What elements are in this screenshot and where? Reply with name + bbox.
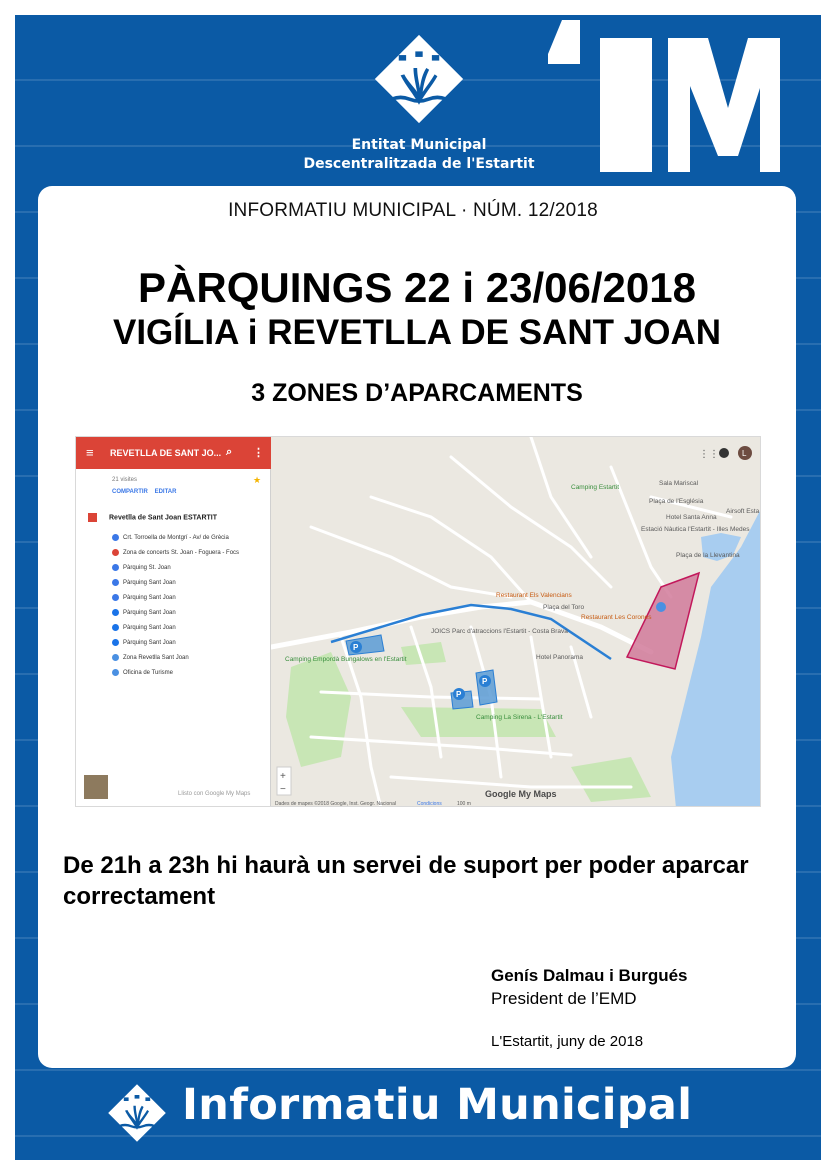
footer-title: Informatiu Municipal	[182, 1080, 693, 1130]
share-link: COMPARTIR	[112, 489, 148, 495]
svg-text:Sala Mariscal: Sala Mariscal	[659, 480, 699, 487]
info-icon	[656, 602, 666, 612]
brand-mark-1m	[540, 16, 790, 176]
layer-item	[112, 651, 239, 666]
layer-item	[112, 606, 239, 621]
star-icon: ★	[253, 475, 262, 485]
zoom-controls	[277, 767, 291, 795]
edit-link: EDITAR	[154, 489, 177, 495]
svg-text:P: P	[353, 643, 359, 652]
svg-text:Estació Nàutica l'Estartit - I: Estació Nàutica l'Estartit - Illes Medes	[641, 526, 750, 533]
layer-item	[112, 561, 239, 576]
layer-items	[112, 531, 239, 681]
svg-text:Restaurant Les Corones: Restaurant Les Corones	[581, 614, 652, 621]
svg-text:Restaurant Els Valencians: Restaurant Els Valencians	[496, 592, 572, 599]
svg-text:Hotel Panorama: Hotel Panorama	[536, 654, 583, 661]
place-marker-icon	[112, 624, 119, 631]
layer-item-label: Oficina de Turisme	[123, 670, 174, 676]
svg-text:Plaça de la Llevantina: Plaça de la Llevantina	[676, 552, 740, 559]
place-marker-icon	[112, 654, 119, 661]
layer-item-label: Zona Revetlla Sant Joan	[123, 655, 189, 661]
place-marker-icon	[112, 564, 119, 571]
svg-text:100 m: 100 m	[457, 801, 471, 807]
panel-header	[76, 437, 271, 469]
google-logo: Google My Maps	[485, 789, 557, 799]
layer-name: Revetlla de Sant Joan ESTARTIT	[109, 514, 218, 522]
account-icon	[719, 448, 729, 458]
panel-actions	[112, 489, 176, 495]
svg-text:Dades de mapes ©2018 Google, I: Dades de mapes ©2018 Google, Inst. Geogr. Nacional	[275, 801, 396, 807]
svg-text:Condicions: Condicions	[417, 801, 442, 807]
svg-text:Plaça del Toro: Plaça del Toro	[543, 604, 585, 611]
svg-text:Camping Estartit: Camping Estartit	[571, 484, 620, 491]
svg-text:P: P	[482, 677, 488, 686]
svg-text:Hotel Santa Anna: Hotel Santa Anna	[666, 514, 717, 521]
support-notice: De 21h a 23h hi haurà un servei de suport per poder aparcar correctament	[63, 852, 749, 910]
layer-item	[112, 546, 239, 561]
avatar: L	[742, 449, 747, 458]
layer-item	[112, 636, 239, 651]
page-subtitle: VIGÍLIA i REVETLLA DE SANT JOAN	[112, 313, 721, 352]
apps-icon: ⋮⋮	[699, 449, 719, 460]
signature-role: President de l’EMD	[491, 989, 637, 1008]
panel-views: 21 visites	[112, 477, 138, 483]
zoom-out-button: −	[280, 784, 286, 795]
signature-name: Genís Dalmau i Burgués	[491, 966, 688, 985]
layer-item-label: Pàrquing Sant Joan	[123, 595, 176, 601]
svg-text:Camping La Sirena - L'Estartit: Camping La Sirena - L'Estartit	[476, 714, 563, 721]
layer-item	[112, 531, 239, 546]
svg-text:JOICS Parc d'atraccions l'Esta: JOICS Parc d'atraccions l'Estartit - Costa Brava	[431, 628, 568, 635]
map-thumbnail	[84, 775, 108, 799]
zoom-in-button: +	[280, 771, 286, 782]
layer-item	[112, 621, 239, 636]
panel-footer: Llisto con Google My Maps	[178, 791, 251, 797]
place-date: L'Estartit, juny de 2018	[491, 1033, 644, 1050]
org-name-line-1: Entitat Municipal	[351, 137, 487, 153]
svg-text:P: P	[456, 690, 462, 699]
organization-name	[300, 136, 538, 174]
layer-item	[112, 666, 239, 681]
more-icon: ⋮	[253, 447, 264, 459]
svg-text:Plaça de l'Església: Plaça de l'Església	[649, 498, 704, 505]
place-marker-icon	[112, 534, 119, 541]
svg-text:Airsoft Esta: Airsoft Esta	[726, 508, 760, 515]
layer-item-label: Pàrquing Sant Joan	[123, 640, 176, 646]
place-marker-icon	[112, 594, 119, 601]
parking-map	[75, 436, 761, 807]
municipal-emblem-icon	[373, 33, 465, 125]
layer-item-label: Pàrquing Sant Joan	[123, 610, 176, 616]
map-side-panel	[76, 437, 271, 807]
layer-checkbox	[88, 513, 97, 522]
layer-item	[112, 576, 239, 591]
layer-item-label: Pàrquing Sant Joan	[123, 625, 176, 631]
layer-item-label: Crt. Torroella de Montgrí - Av/ de Grècia	[123, 535, 229, 541]
place-marker-icon	[112, 549, 119, 556]
place-marker-icon	[112, 609, 119, 616]
footer-emblem-icon	[107, 1083, 167, 1143]
layer-item-label: Zona de concerts St. Joan - Foguera - Focs	[123, 550, 240, 556]
page-title: PÀRQUINGS 22 i 23/06/2018	[138, 264, 696, 311]
place-marker-icon	[112, 669, 119, 676]
layer-item-label: Pàrquing Sant Joan	[123, 580, 176, 586]
map-canvas	[271, 437, 761, 807]
layer-item	[112, 591, 239, 606]
menu-icon: ≡	[86, 445, 94, 460]
search-icon: ⌕	[226, 446, 233, 458]
zones-heading: 3 ZONES D’APARCAMENTS	[251, 379, 583, 407]
place-marker-icon	[112, 579, 119, 586]
panel-title: REVETLLA DE SANT JO...	[110, 448, 222, 458]
layer-item-label: Pàrquing St. Joan	[123, 565, 171, 571]
layer-row	[88, 513, 217, 522]
place-marker-icon	[112, 639, 119, 646]
org-name-line-2: Descentralitzada de l'Estartit	[303, 156, 535, 172]
svg-text:Camping Empordà Bungalows en l: Camping Empordà Bungalows en l'Estartit	[285, 656, 407, 663]
issue-line: INFORMATIU MUNICIPAL · NÚM. 12/2018	[228, 200, 598, 221]
